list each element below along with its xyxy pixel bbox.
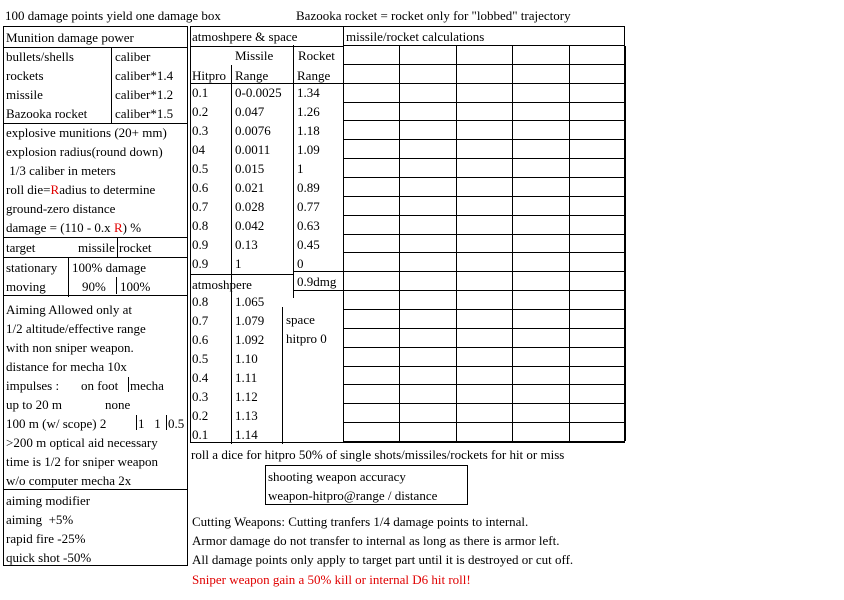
rocket-range-value: 1.18 <box>297 123 320 138</box>
grid-col-line <box>512 46 513 441</box>
range-table-title: atmoshpere & space <box>192 29 298 44</box>
moving-rocket: 100% <box>120 279 151 294</box>
radius-letter: R <box>113 220 123 235</box>
rocket-header: rocket <box>119 240 152 255</box>
grid-row-line <box>344 252 625 253</box>
missile-header: missile <box>78 240 115 255</box>
hitpro-value: 0.1 <box>192 85 209 100</box>
munition-type: Bazooka rocket <box>6 106 88 121</box>
hitpro-value: 04 <box>192 142 205 157</box>
munition-type: missile <box>6 87 43 102</box>
munition-power: caliber*1.4 <box>115 68 174 83</box>
atmo-range-value: 1.10 <box>235 351 258 366</box>
missile-range-value: 0.0076 <box>235 123 271 138</box>
stationary-value: 100% damage <box>72 260 147 275</box>
rocket-range-value: 0.89 <box>297 180 320 195</box>
missile-range-value: 0.13 <box>235 237 258 252</box>
space-title: space <box>286 312 315 327</box>
hitpro-value: 0.2 <box>192 104 209 119</box>
atmo-title: atmoshpere <box>192 277 252 292</box>
explosive-roll <box>6 183 155 196</box>
aiming-line: >200 m optical aid necessary <box>6 435 158 450</box>
munition-power: caliber <box>115 49 151 64</box>
atmo-hitpro-value: 0.6 <box>192 332 209 347</box>
rocket-range-value: 0.77 <box>297 199 320 214</box>
upto-label: up to 20 m <box>6 397 62 412</box>
grid-row-line <box>344 384 625 385</box>
atmo-range-value: 1.13 <box>235 408 258 423</box>
aiming-line: with non sniper weapon. <box>6 340 134 355</box>
modifier-line: rapid fire -25% <box>6 531 86 546</box>
range-col-header: Range <box>235 68 269 83</box>
grid-row-line <box>344 196 625 197</box>
scope-label: 100 m (w/ scope) 2 <box>6 416 107 431</box>
range-table <box>190 26 344 443</box>
rocket-range-value: 0.63 <box>297 218 320 233</box>
atmo-range-value: 1.065 <box>235 294 265 309</box>
damage-formula-text: damage = (110 - 0.x <box>6 220 114 235</box>
missile-range-value: 0-0.0025 <box>235 85 282 100</box>
grid-row-line <box>344 441 625 442</box>
atmo-range-value: 1.11 <box>235 370 258 385</box>
aiming-line: Aiming Allowed only at <box>6 302 133 317</box>
grid-row-line <box>344 234 625 235</box>
left-panel <box>3 26 188 566</box>
modifier-title: aiming modifier <box>6 493 91 508</box>
missile-range-value: 0.015 <box>235 161 265 176</box>
hitpro-value: 0.9 <box>192 256 209 271</box>
grid-row-line <box>344 64 625 65</box>
scope-value: 0.5 <box>168 416 185 431</box>
note-line: Armor damage do not transfer to internal as long as there is armor left. <box>192 533 560 548</box>
sniper-note: Sniper weapon gain a 50% kill or internal D6 hit roll! <box>192 572 471 587</box>
rocket-range-value: 1.26 <box>297 104 320 119</box>
dmg-value: 0.9dmg <box>297 274 337 289</box>
explosive-roll-text: adius to determine <box>59 182 156 197</box>
grid-row-line <box>344 366 625 367</box>
munition-power: caliber*1.5 <box>115 106 174 121</box>
atmo-range-value: 1.092 <box>235 332 265 347</box>
aiming-line: time is 1/2 for sniper weapon <box>6 454 158 469</box>
grid-row-line <box>344 102 625 103</box>
explosive-line: explosion radius(round down) <box>6 144 163 159</box>
moving-missile: 90% <box>82 279 106 294</box>
explosive-roll-text: roll die= <box>6 182 51 197</box>
note-line: All damage points only apply to target part until it is destroyed or cut off. <box>192 552 574 567</box>
grid-row-line <box>344 177 625 178</box>
calc-grid <box>343 45 625 441</box>
grid-row-line <box>344 120 625 121</box>
hitpro-value: 0.3 <box>192 123 209 138</box>
missile-range-value: 0.028 <box>235 199 265 214</box>
grid-row-line <box>344 328 625 329</box>
grid-col-line <box>569 46 570 441</box>
atmo-hitpro-value: 0.1 <box>192 427 209 442</box>
target-header: target <box>6 240 36 255</box>
explosive-line: 1/3 caliber in meters <box>6 163 116 178</box>
hitpro-value: 0.9 <box>192 237 209 252</box>
header-left: 100 damage points yield one damage box <box>5 8 221 23</box>
grid-row-line <box>344 403 625 404</box>
header-right: Bazooka rocket = rocket only for "lobbed" trajectory <box>296 8 571 23</box>
hitpro-value: 0.6 <box>192 180 209 195</box>
accuracy-line: weapon-hitpro@range / distance <box>268 488 438 503</box>
munition-title: Munition damage power <box>6 30 134 45</box>
grid-row-line <box>344 290 625 291</box>
munition-power: caliber*1.2 <box>115 87 174 102</box>
mecha-label: mecha <box>130 378 164 393</box>
atmo-hitpro-value: 0.4 <box>192 370 209 385</box>
grid-row-line <box>344 347 625 348</box>
scope-value: 1 1 <box>138 416 161 431</box>
grid-row-line <box>344 422 625 423</box>
damage-formula-text: ) % <box>122 220 142 235</box>
rocket-range-value: 1.09 <box>297 142 320 157</box>
aiming-line: distance for mecha 10x <box>6 359 127 374</box>
missile-range-value: 0.021 <box>235 180 265 195</box>
rocket-col-header: Rocket <box>298 48 335 63</box>
grid-row-line <box>344 215 625 216</box>
atmo-hitpro-value: 0.7 <box>192 313 209 328</box>
hitpro-value: 0.8 <box>192 218 209 233</box>
atmo-range-value: 1.079 <box>235 313 265 328</box>
moving-label: moving <box>6 279 46 294</box>
atmo-hitpro-value: 0.5 <box>192 351 209 366</box>
missile-range-value: 0.042 <box>235 218 265 233</box>
hitpro-value: 0.5 <box>192 161 209 176</box>
atmo-range-value: 1.12 <box>235 389 258 404</box>
atmo-range-value: 1.14 <box>235 427 258 442</box>
grid-col-line <box>456 46 457 441</box>
modifier-line: quick shot -50% <box>6 550 92 565</box>
explosive-line: ground-zero distance <box>6 201 116 216</box>
range-col-header: Range <box>297 68 331 83</box>
impulses-label: impulses : <box>6 378 60 393</box>
missile-col-header: Missile <box>235 48 274 63</box>
stationary-label: stationary <box>6 260 58 275</box>
note-line: Cutting Weapons: Cutting tranfers 1/4 damage points to internal. <box>192 514 529 529</box>
grid-row-line <box>344 139 625 140</box>
space-value: hitpro 0 <box>286 331 327 346</box>
rocket-range-value: 0 <box>297 256 304 271</box>
hitpro-value: 0.7 <box>192 199 209 214</box>
atmo-hitpro-value: 0.8 <box>192 294 209 309</box>
grid-row-line <box>344 271 625 272</box>
grid-row-line <box>344 309 625 310</box>
modifier-line: aiming +5% <box>6 512 74 527</box>
missile-range-value: 0.047 <box>235 104 265 119</box>
atmo-hitpro-value: 0.2 <box>192 408 209 423</box>
hitpro-col-header: Hitpro <box>192 68 226 83</box>
aiming-line: 1/2 altitude/effective range <box>6 321 146 336</box>
on-foot-label: on foot <box>81 378 119 393</box>
rocket-range-value: 1.34 <box>297 85 320 100</box>
rocket-range-value: 0.45 <box>297 237 320 252</box>
grid-col-line <box>399 46 400 441</box>
radius-letter: R <box>50 182 60 197</box>
atmo-hitpro-value: 0.3 <box>192 389 209 404</box>
munition-type: rockets <box>6 68 44 83</box>
missile-range-value: 0.0011 <box>235 142 271 157</box>
grid-col-line <box>625 46 626 441</box>
calc-title: missile/rocket calculations <box>346 29 485 44</box>
damage-formula <box>6 221 141 234</box>
roll-note: roll a dice for hitpro 50% of single shots/missiles/rockets for hit or miss <box>191 447 565 462</box>
upto-value: none <box>105 397 131 412</box>
munition-type: bullets/shells <box>6 49 74 64</box>
explosive-line: explosive munitions (20+ mm) <box>6 125 167 140</box>
rocket-range-value: 1 <box>297 161 304 176</box>
grid-row-line <box>344 83 625 84</box>
missile-range-value: 1 <box>235 256 242 271</box>
grid-row-line <box>344 158 625 159</box>
aiming-line: w/o computer mecha 2x <box>6 473 132 488</box>
accuracy-line: shooting weapon accuracy <box>268 469 406 484</box>
